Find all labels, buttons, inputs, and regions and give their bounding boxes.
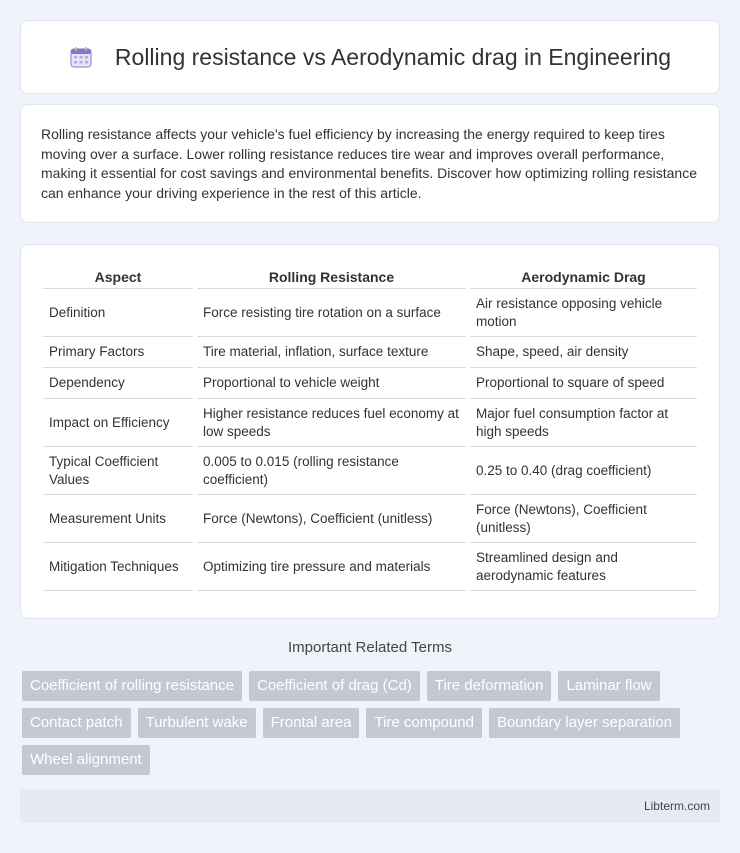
table-row	[43, 399, 697, 447]
term-tag[interactable]: Laminar flow	[558, 671, 659, 701]
table-cell: Streamlined design and aerodynamic features	[470, 543, 697, 591]
intro-text: Rolling resistance affects your vehicle's fuel efficiency by increasing the energy required to keep tires moving over a surface. Lower rolling resistance reduces tire wear and improves overall performance, making it essential for cost savings and environmental benefits. Discover how optimizing rolling resistance can enhance your driving experience in the rest of this article.	[41, 126, 697, 201]
table-row	[43, 337, 697, 368]
table-cell: Proportional to vehicle weight	[197, 368, 466, 399]
table-cell: 0.005 to 0.015 (rolling resistance coefficient)	[197, 447, 466, 495]
footer-site-link[interactable]: Libterm.com	[643, 799, 710, 813]
table-row	[43, 495, 697, 543]
column-header-rolling: Rolling Resistance	[197, 261, 466, 289]
table-row	[43, 543, 697, 591]
related-terms-list	[22, 671, 722, 782]
table-cell: Optimizing tire pressure and materials	[197, 543, 466, 591]
page-title: Rolling resistance vs Aerodynamic drag in Engineering	[114, 43, 672, 70]
table-cell: Major fuel consumption factor at high speeds	[470, 399, 697, 447]
term-tag[interactable]: Tire deformation	[427, 671, 552, 701]
term-tag[interactable]: Coefficient of drag (Cd)	[249, 671, 420, 701]
table-cell: Primary Factors	[43, 337, 193, 368]
table-header-row	[43, 261, 697, 289]
term-tag[interactable]: Wheel alignment	[22, 745, 150, 775]
comparison-table	[43, 261, 697, 591]
term-tag[interactable]: Boundary layer separation	[489, 708, 680, 738]
term-tag[interactable]: Turbulent wake	[138, 708, 256, 738]
table-row	[43, 368, 697, 399]
column-header-aero: Aerodynamic Drag	[470, 261, 697, 289]
table-cell: Measurement Units	[43, 495, 193, 543]
table-row	[43, 289, 697, 337]
column-header-aspect: Aspect	[43, 261, 193, 289]
table-cell: 0.25 to 0.40 (drag coefficient)	[470, 447, 697, 495]
table-row	[43, 447, 697, 495]
table-cell: Force (Newtons), Coefficient (unitless)	[197, 495, 466, 543]
table-cell: Force (Newtons), Coefficient (unitless)	[470, 495, 697, 543]
table-cell: Mitigation Techniques	[43, 543, 193, 591]
table-cell: Force resisting tire rotation on a surface	[197, 289, 466, 337]
table-cell: Impact on Efficiency	[43, 399, 193, 447]
term-tag[interactable]: Coefficient of rolling resistance	[22, 671, 242, 701]
term-tag[interactable]: Tire compound	[366, 708, 482, 738]
calendar-icon	[69, 45, 93, 69]
table-cell: Typical Coefficient Values	[43, 447, 193, 495]
term-tag[interactable]: Frontal area	[263, 708, 360, 738]
table-cell: Shape, speed, air density	[470, 337, 697, 368]
table-cell: Proportional to square of speed	[470, 368, 697, 399]
table-cell: Definition	[43, 289, 193, 337]
footer	[20, 789, 720, 823]
table-cell: Air resistance opposing vehicle motion	[470, 289, 697, 337]
header-card	[20, 20, 720, 94]
table-cell: Tire material, inflation, surface texture	[197, 337, 466, 368]
intro-card	[20, 104, 720, 223]
term-tag[interactable]: Contact patch	[22, 708, 131, 738]
table-cell: Higher resistance reduces fuel economy at low speeds	[197, 399, 466, 447]
comparison-card	[20, 244, 720, 619]
related-terms-title: Important Related Terms	[288, 639, 452, 656]
table-cell: Dependency	[43, 368, 193, 399]
